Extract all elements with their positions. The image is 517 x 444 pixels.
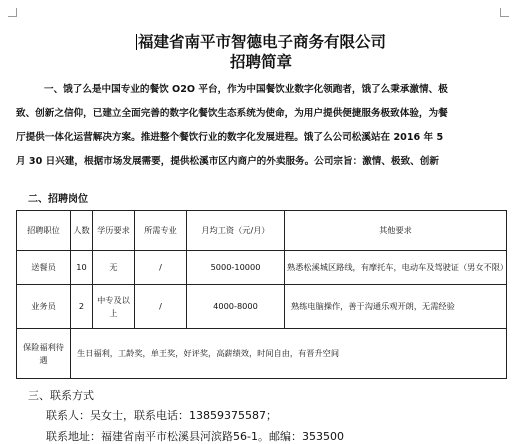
table-header-row — [17, 211, 507, 251]
intro-line: 厅提供一体化运营解决方案。推进整个餐饮行业的数字化发展进程。饿了么公司松溪站在 2016 年 5 — [16, 132, 444, 143]
welfare-text-cell: 生日福利，工龄奖，单王奖，好评奖，高薪绩效，时间自由，有晋升空间 — [71, 329, 507, 379]
document-title — [16, 30, 506, 52]
table-cell: 5000-10000 — [187, 251, 285, 285]
document-page[interactable] — [16, 0, 509, 444]
table-cell: 无 — [93, 251, 135, 285]
table-cell: 中专及以上 — [93, 285, 135, 329]
table-cell: 10 — [71, 251, 93, 285]
table-header-cell: 学历要求 — [93, 211, 135, 251]
table-row-welfare — [17, 329, 507, 379]
section-heading-contact: 三、联系方式 — [28, 389, 94, 402]
document-title-text: 福建省南平市智德电子商务有限公司 — [137, 33, 386, 51]
table-header-cell: 其他要求 — [285, 211, 507, 251]
jobs-table — [16, 210, 507, 379]
document-subtitle: 招聘简章 — [229, 53, 292, 71]
table-cell: / — [135, 285, 187, 329]
table-header-cell: 所需专业 — [135, 211, 187, 251]
table-cell: 熟练电脑操作，善于沟通乐观开朗，无需经验 — [285, 285, 507, 329]
text-cursor — [136, 34, 137, 50]
table-header-cell: 人数 — [71, 211, 93, 251]
table-cell: / — [135, 251, 187, 285]
welfare-label-cell: 保险福利待遇 — [17, 329, 71, 379]
table-cell: 业务员 — [17, 285, 71, 329]
contact-address-line: 联系地址：福建省南平市松溪县河滨路56-1。邮编：353500 — [46, 430, 344, 443]
table-header-cell: 招聘职位 — [17, 211, 71, 251]
intro-paragraph — [16, 78, 506, 174]
table-cell: 4000-8000 — [187, 285, 285, 329]
table-cell: 2 — [71, 285, 93, 329]
table-row — [17, 285, 507, 329]
intro-line: 一、饿了么是中国专业的餐饮 O2O 平台，作为中国餐饮业数字化领跑者，饿了么秉承激情、极 — [44, 84, 448, 95]
intro-line: 致、创新之信仰，已建立全面完善的数字化餐饮生态系统为使命，为用户提供便捷服务极致体验，为餐 — [16, 108, 448, 119]
contact-person-line: 联系人：吴女士，联系电话：13859375587； — [46, 409, 277, 422]
intro-line: 月 30 日兴建，根据市场发展需要，提供松溪市区内商户的外卖服务。公司宗旨：激情、极致、创新 — [16, 156, 439, 167]
table-cell: 熟悉松溪城区路线，有摩托车，电动车及驾驶证（男女不限） — [285, 251, 507, 285]
table-row — [17, 251, 507, 285]
section-heading-positions: 二、招聘岗位 — [28, 194, 88, 205]
table-header-cell: 月均工资（元/月） — [187, 211, 285, 251]
table-cell: 送餐员 — [17, 251, 71, 285]
